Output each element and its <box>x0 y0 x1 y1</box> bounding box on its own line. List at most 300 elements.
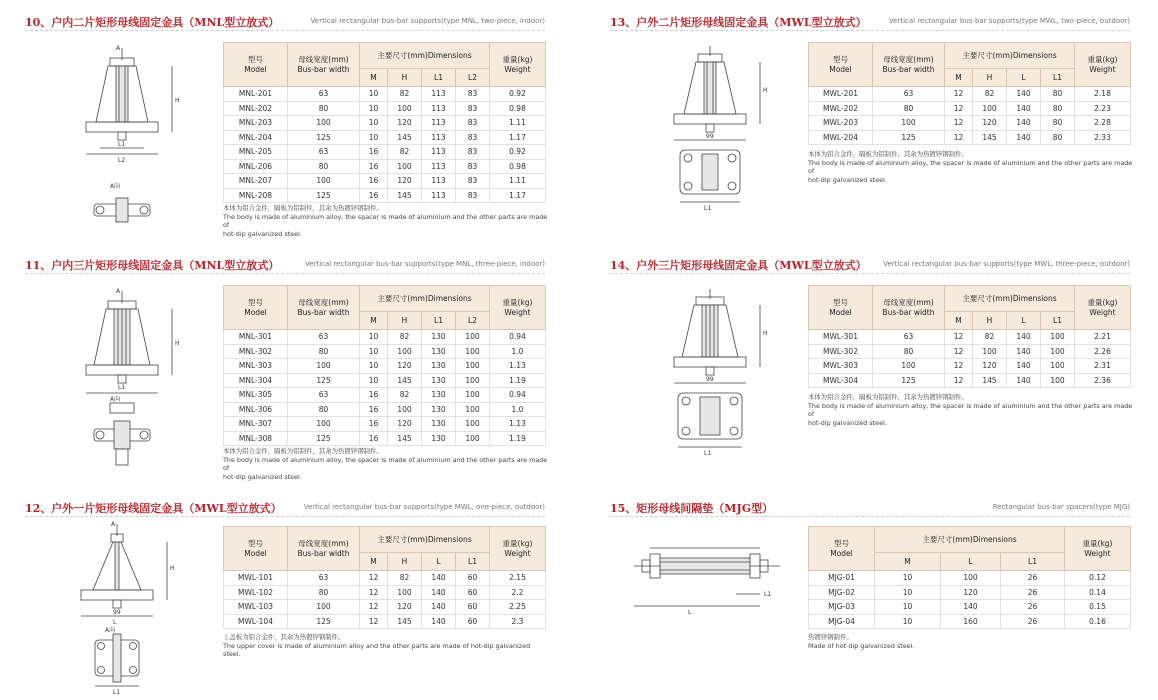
table-row <box>224 359 546 374</box>
table-cell: 140 <box>1007 359 1041 374</box>
table-row <box>224 330 546 345</box>
table-cell: 10 <box>360 344 388 359</box>
table-cell: 26 <box>1001 585 1065 600</box>
table-cell: 113 <box>422 188 456 203</box>
header-col: H <box>388 69 422 87</box>
table-row <box>809 344 1131 359</box>
header-col: L <box>1007 69 1041 87</box>
table-cell: 100 <box>456 431 490 446</box>
table-row <box>809 359 1131 374</box>
table-cell: 80 <box>288 101 360 116</box>
table-cell: 100 <box>288 600 360 615</box>
table-cell: MNL-307 <box>224 417 288 432</box>
table-cell: 12 <box>945 130 973 145</box>
table-cell: MWL-302 <box>809 344 873 359</box>
table-cell: 26 <box>1001 600 1065 615</box>
table-row <box>224 402 546 417</box>
table-row <box>809 600 1131 615</box>
table-row <box>224 174 546 189</box>
table-cell: 80 <box>288 344 360 359</box>
table-cell: 60 <box>456 585 490 600</box>
support-drawing <box>80 285 190 475</box>
header-dimensions: 主要尺寸(mm)Dimensions <box>875 527 1065 553</box>
table-cell: 125 <box>288 373 360 388</box>
dim-l1-label: L1 <box>704 450 712 455</box>
table-cell: 63 <box>288 145 360 160</box>
dim-99-label: 99 <box>113 609 121 616</box>
section-title: 14、户外三片矩形母线固定金具（MWL型立放式） <box>610 259 867 272</box>
header-col: M <box>360 553 388 571</box>
header-bus-width: 母线宽度(mm) Bus-bar width <box>288 527 360 571</box>
dim-l-label: L <box>688 609 692 616</box>
table-cell: 1.11 <box>490 174 546 189</box>
table-cell: 100 <box>388 585 422 600</box>
table-cell: 12 <box>945 359 973 374</box>
table-cell: 1.17 <box>490 188 546 203</box>
table-cell: 2.21 <box>1075 330 1131 345</box>
table-cell: 120 <box>941 585 1001 600</box>
table-cell: MNL-308 <box>224 431 288 446</box>
table-cell: 113 <box>422 101 456 116</box>
table-cell: 120 <box>973 116 1007 131</box>
table-cell: 2.18 <box>1075 87 1131 102</box>
header-dimensions: 主要尺寸(mm)Dimensions <box>360 286 490 312</box>
material-note: 本体为铝合金件，隔板为铝制件，其余为热镀锌钢制件。 The body is made of aluminium alloy, the spacer is made of aluminium and the other parts are made of hot-dip galvanized steel. <box>808 150 1133 184</box>
table-row <box>224 431 546 446</box>
table-cell: 140 <box>422 585 456 600</box>
header-col: L2 <box>456 312 490 330</box>
table-row <box>809 87 1131 102</box>
table-cell: 125 <box>288 431 360 446</box>
dim-h-label: H <box>763 330 768 337</box>
table-cell: MWL-303 <box>809 359 873 374</box>
table-cell: 82 <box>388 330 422 345</box>
table-cell: 12 <box>945 101 973 116</box>
table-cell: MJG-02 <box>809 585 875 600</box>
table-cell: 145 <box>388 130 422 145</box>
table-row <box>809 116 1131 131</box>
header-col: H <box>388 553 422 571</box>
section-header <box>25 257 545 274</box>
table-cell: 120 <box>973 359 1007 374</box>
table-cell: 80 <box>873 101 945 116</box>
table-cell: 100 <box>973 344 1007 359</box>
dim-h-label: H <box>170 565 175 572</box>
table-cell: 83 <box>456 188 490 203</box>
table-cell: 130 <box>422 330 456 345</box>
table-cell: 120 <box>388 116 422 131</box>
table-cell: 100 <box>388 159 422 174</box>
table-cell: 130 <box>422 344 456 359</box>
table-cell: MNL-206 <box>224 159 288 174</box>
section-title: 10、户内二片矩形母线固定金具（MNL型立放式） <box>25 16 280 29</box>
table-cell: 140 <box>422 571 456 586</box>
table-cell: 113 <box>422 145 456 160</box>
table-cell: 125 <box>288 130 360 145</box>
table-cell: 2.28 <box>1075 116 1131 131</box>
table-cell: 16 <box>360 417 388 432</box>
table-cell: 160 <box>941 614 1001 629</box>
header-dimensions: 主要尺寸(mm)Dimensions <box>945 43 1075 69</box>
table-cell: 130 <box>422 431 456 446</box>
spec-table <box>808 42 1131 145</box>
table-cell: 12 <box>360 614 388 629</box>
table-cell: MWL-101 <box>224 571 288 586</box>
table-body <box>224 571 546 629</box>
table-cell: 130 <box>422 388 456 403</box>
spec-table <box>808 285 1131 388</box>
header-col: M <box>945 69 973 87</box>
table-cell: 140 <box>1007 130 1041 145</box>
table-cell: 10 <box>360 359 388 374</box>
section-subtitle: Vertical rectangular bus-bar supports(type MNL, two-piece, indoor) <box>310 17 545 25</box>
table-cell: 140 <box>422 614 456 629</box>
table-cell: 130 <box>422 402 456 417</box>
table-cell: 100 <box>973 101 1007 116</box>
table-cell: 125 <box>288 188 360 203</box>
table-cell: MJG-01 <box>809 571 875 586</box>
table-cell: 1.11 <box>490 116 546 131</box>
table-cell: 83 <box>456 101 490 116</box>
table-cell: 113 <box>422 116 456 131</box>
header-col: L1 <box>1041 69 1075 87</box>
header-weight: 重量(kg) Weight <box>490 43 546 87</box>
table-cell: 100 <box>1041 330 1075 345</box>
table-cell: 140 <box>1007 373 1041 388</box>
table-cell: 10 <box>360 101 388 116</box>
table-cell: 140 <box>1007 330 1041 345</box>
header-dimensions: 主要尺寸(mm)Dimensions <box>945 286 1075 312</box>
table-cell: MWL-104 <box>224 614 288 629</box>
header-weight: 重量(kg) Weight <box>1065 527 1131 571</box>
table-cell: 2.2 <box>490 585 546 600</box>
table-cell: 120 <box>388 174 422 189</box>
table-cell: 63 <box>873 330 945 345</box>
table-cell: 113 <box>422 130 456 145</box>
header-col: M <box>875 553 941 571</box>
table-cell: MWL-201 <box>809 87 873 102</box>
table-cell: 125 <box>288 614 360 629</box>
table-cell: 145 <box>973 373 1007 388</box>
spec-table <box>223 526 546 629</box>
table-cell: 60 <box>456 571 490 586</box>
table-cell: 1.0 <box>490 402 546 417</box>
table-cell: 0.15 <box>1065 600 1131 615</box>
table-cell: 60 <box>456 600 490 615</box>
view-a-label: A向 <box>110 396 121 403</box>
table-cell: 113 <box>422 174 456 189</box>
header-col: M <box>360 312 388 330</box>
table-cell: 125 <box>873 373 945 388</box>
table-cell: 80 <box>1041 130 1075 145</box>
header-bus-width: 母线宽度(mm) Bus-bar width <box>288 286 360 330</box>
table-cell: 100 <box>456 388 490 403</box>
table-cell: MNL-303 <box>224 359 288 374</box>
table-cell: MWL-202 <box>809 101 873 116</box>
header-col: M <box>945 312 973 330</box>
table-cell: 140 <box>941 600 1001 615</box>
section-title: 11、户内三片矩形母线固定金具（MNL型立放式） <box>25 259 280 272</box>
dim-l1-label: L1 <box>113 689 121 695</box>
table-cell: 12 <box>945 87 973 102</box>
table-cell: 80 <box>1041 87 1075 102</box>
spacer-drawing <box>632 536 792 616</box>
table-cell: 16 <box>360 402 388 417</box>
table-body <box>224 87 546 203</box>
table-body <box>809 87 1131 145</box>
section-header <box>610 257 1130 274</box>
table-cell: 16 <box>360 188 388 203</box>
table-cell: MWL-204 <box>809 130 873 145</box>
spec-table <box>223 42 546 203</box>
table-cell: 16 <box>360 431 388 446</box>
table-cell: 10 <box>360 373 388 388</box>
table-row <box>224 145 546 160</box>
table-cell: 100 <box>288 116 360 131</box>
table-cell: 2.31 <box>1075 359 1131 374</box>
table-cell: 100 <box>1041 373 1075 388</box>
table-cell: 145 <box>388 614 422 629</box>
table-cell: 100 <box>941 571 1001 586</box>
table-cell: 0.12 <box>1065 571 1131 586</box>
table-cell: 10 <box>360 330 388 345</box>
table-cell: 16 <box>360 145 388 160</box>
table-cell: 100 <box>388 101 422 116</box>
table-row <box>809 614 1131 629</box>
table-row <box>224 116 546 131</box>
table-cell: 12 <box>360 585 388 600</box>
table-cell: MWL-301 <box>809 330 873 345</box>
table-cell: 145 <box>973 130 1007 145</box>
table-row <box>809 373 1131 388</box>
header-bus-width: 母线宽度(mm) Bus-bar width <box>873 43 945 87</box>
table-cell: 12 <box>945 344 973 359</box>
header-bus-width: 母线宽度(mm) Bus-bar width <box>873 286 945 330</box>
table-cell: MNL-203 <box>224 116 288 131</box>
dim-99-label: 99 <box>706 133 714 140</box>
table-cell: 100 <box>873 116 945 131</box>
material-note: 本体为铝合金件，隔板为铝制件，其余为热镀锌钢制件。 The body is made of aluminium alloy, the spacer is made of aluminium and the other parts are made of hot-dip galvanized steel. <box>223 447 548 481</box>
section-subtitle: Vertical rectangular bus-bar supports(type MWL, two-piece, outdoor) <box>888 17 1130 25</box>
table-cell: MWL-203 <box>809 116 873 131</box>
table-cell: 100 <box>288 174 360 189</box>
dim-a-label: A <box>116 45 121 52</box>
table-body <box>809 571 1131 629</box>
table-cell: 2.26 <box>1075 344 1131 359</box>
table-row <box>224 417 546 432</box>
table-cell: 10 <box>360 116 388 131</box>
table-cell: MNL-207 <box>224 174 288 189</box>
header-bus-width: 母线宽度(mm) Bus-bar width <box>288 43 360 87</box>
table-cell: MNL-306 <box>224 402 288 417</box>
table-cell: 100 <box>1041 344 1075 359</box>
dim-99-label: 99 <box>706 376 714 383</box>
table-cell: 82 <box>388 571 422 586</box>
table-cell: 0.92 <box>490 145 546 160</box>
support-drawing <box>80 42 190 232</box>
header-weight: 重量(kg) Weight <box>1075 286 1131 330</box>
table-body <box>224 330 546 446</box>
dim-h-label: H <box>175 97 180 104</box>
header-weight: 重量(kg) Weight <box>490 527 546 571</box>
section-title: 15、矩形母线间隔垫（MJG型） <box>610 502 774 515</box>
header-col: H <box>973 312 1007 330</box>
table-cell: 0.92 <box>490 87 546 102</box>
table-cell: 10 <box>360 87 388 102</box>
table-row <box>809 585 1131 600</box>
table-cell: 120 <box>388 359 422 374</box>
table-cell: 63 <box>873 87 945 102</box>
table-cell: 83 <box>456 116 490 131</box>
table-cell: 82 <box>973 330 1007 345</box>
table-cell: 130 <box>422 373 456 388</box>
table-cell: 83 <box>456 174 490 189</box>
table-cell: 10 <box>875 600 941 615</box>
material-note: 本体为铝合金件，隔板为铝制件，其余为热镀锌钢制件。 The body is made of aluminium alloy, the spacer is made of aluminium and the other parts are made of hot-dip galvanized steel. <box>808 393 1133 427</box>
section-title: 13、户外二片矩形母线固定金具（MWL型立放式） <box>610 16 867 29</box>
table-cell: 130 <box>422 417 456 432</box>
table-cell: 140 <box>1007 116 1041 131</box>
table-row <box>809 101 1131 116</box>
dim-a-label: A <box>116 288 121 295</box>
table-cell: 1.0 <box>490 344 546 359</box>
header-col: H <box>388 312 422 330</box>
header-model: 型号 Model <box>809 43 873 87</box>
table-cell: 63 <box>288 571 360 586</box>
table-cell: 80 <box>873 344 945 359</box>
table-cell: 10 <box>360 130 388 145</box>
header-model: 型号 Model <box>809 286 873 330</box>
table-cell: 2.33 <box>1075 130 1131 145</box>
header-dimensions: 主要尺寸(mm)Dimensions <box>360 43 490 69</box>
table-cell: 80 <box>288 585 360 600</box>
table-cell: 10 <box>875 614 941 629</box>
table-cell: MWL-103 <box>224 600 288 615</box>
table-cell: 2.36 <box>1075 373 1131 388</box>
table-row <box>224 373 546 388</box>
dim-l1-label: L1 <box>118 141 126 148</box>
header-col: L1 <box>1041 312 1075 330</box>
table-cell: 60 <box>456 614 490 629</box>
table-cell: MNL-208 <box>224 188 288 203</box>
header-dimensions: 主要尺寸(mm)Dimensions <box>360 527 490 553</box>
table-cell: 26 <box>1001 571 1065 586</box>
table-cell: 100 <box>456 344 490 359</box>
header-model: 型号 Model <box>224 43 288 87</box>
table-row <box>224 614 546 629</box>
header-col: L1 <box>456 553 490 571</box>
table-cell: 145 <box>388 188 422 203</box>
table-cell: MNL-201 <box>224 87 288 102</box>
table-cell: 80 <box>288 159 360 174</box>
table-cell: 12 <box>360 571 388 586</box>
spec-table <box>808 526 1131 629</box>
table-cell: 1.13 <box>490 359 546 374</box>
table-cell: 2.15 <box>490 571 546 586</box>
table-cell: 140 <box>422 600 456 615</box>
table-cell: 100 <box>388 344 422 359</box>
table-cell: 100 <box>873 359 945 374</box>
table-row <box>224 159 546 174</box>
view-a-label: A向 <box>105 627 116 634</box>
table-row <box>224 571 546 586</box>
table-cell: 10 <box>875 585 941 600</box>
section-subtitle: Vertical rectangular bus-bar supports(type MWL, one-piece, outdoor) <box>303 503 545 511</box>
table-cell: 2.3 <box>490 614 546 629</box>
table-cell: 0.14 <box>1065 585 1131 600</box>
table-cell: 0.98 <box>490 101 546 116</box>
spec-table <box>223 285 546 446</box>
table-row <box>224 87 546 102</box>
header-col: L2 <box>456 69 490 87</box>
table-cell: 100 <box>1041 359 1075 374</box>
section-subtitle: Vertical rectangular bus-bar supports(type MNL, three-piece, indoor) <box>305 260 545 268</box>
support-drawing <box>668 42 778 212</box>
dim-l2-label: L2 <box>118 157 126 164</box>
dim-a-label: A <box>111 521 116 528</box>
table-cell: 120 <box>388 600 422 615</box>
header-col: M <box>360 69 388 87</box>
table-cell: 100 <box>456 330 490 345</box>
table-cell: 83 <box>456 130 490 145</box>
table-cell: 82 <box>388 145 422 160</box>
table-cell: 130 <box>422 359 456 374</box>
table-cell: 80 <box>1041 101 1075 116</box>
table-row <box>809 130 1131 145</box>
table-cell: 120 <box>388 417 422 432</box>
table-cell: 16 <box>360 159 388 174</box>
material-note: 上盖板为铝合金件，其余为热镀锌钢制件。 The upper cover is made of aluminium alloy and the other parts are made of hot-dip galvanized steel. <box>223 633 531 658</box>
dim-h-label: H <box>175 340 180 347</box>
dim-l-label: L <box>113 619 117 626</box>
table-cell: 83 <box>456 159 490 174</box>
header-model: 型号 Model <box>809 527 875 571</box>
table-cell: 63 <box>288 330 360 345</box>
header-model: 型号 Model <box>224 527 288 571</box>
table-cell: 140 <box>1007 344 1041 359</box>
table-cell: MNL-204 <box>224 130 288 145</box>
table-row <box>809 571 1131 586</box>
support-drawing <box>668 285 778 455</box>
table-cell: MWL-102 <box>224 585 288 600</box>
table-cell: MNL-302 <box>224 344 288 359</box>
table-cell: MNL-304 <box>224 373 288 388</box>
header-col: L <box>422 553 456 571</box>
table-cell: 2.25 <box>490 600 546 615</box>
table-cell: MWL-304 <box>809 373 873 388</box>
table-cell: 16 <box>360 388 388 403</box>
table-cell: 100 <box>456 402 490 417</box>
section-header <box>610 500 1130 517</box>
table-cell: 2.23 <box>1075 101 1131 116</box>
material-note: 热镀锌钢制件。 Made of hot-dip galvanized steel. <box>808 633 915 650</box>
table-cell: 145 <box>388 431 422 446</box>
table-cell: MJG-04 <box>809 614 875 629</box>
table-cell: 83 <box>456 145 490 160</box>
table-cell: 16 <box>360 174 388 189</box>
table-cell: 125 <box>873 130 945 145</box>
table-cell: 145 <box>388 373 422 388</box>
table-row <box>224 188 546 203</box>
table-cell: 80 <box>1041 116 1075 131</box>
material-note: 本体为铝合金件，隔板为铝制件，其余为热镀锌钢制件。 The body is made of aluminium alloy, the spacer is made of aluminium and the other parts are made of hot-dip galvanized steel. <box>223 204 548 238</box>
table-cell: 82 <box>388 388 422 403</box>
table-cell: MNL-202 <box>224 101 288 116</box>
table-row <box>809 330 1131 345</box>
table-cell: 80 <box>288 402 360 417</box>
table-cell: MNL-205 <box>224 145 288 160</box>
table-cell: 12 <box>945 330 973 345</box>
